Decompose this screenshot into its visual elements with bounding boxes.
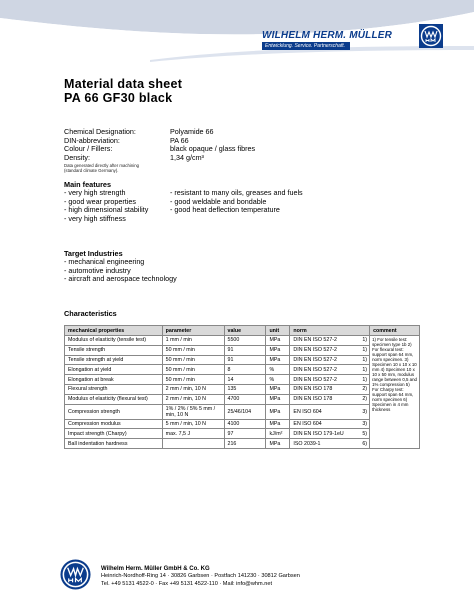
feature-item: - good wear properties [64,196,136,206]
cell-unit: kJ/m² [266,429,290,439]
norm-text: DIN EN ISO 527-2 [293,337,337,344]
feature-item: - very high strength [64,188,126,197]
characteristics-heading: Characteristics [64,309,117,318]
norm-text: DIN EN ISO 527-2 [293,376,337,383]
footer-contact: Tel. +49 5131 4522-0 · Fax +49 5131 4522-110 · Mail: info@whm.net [101,580,273,587]
cell-value: 91 [224,355,266,365]
header-parameter: parameter [162,326,224,336]
feature-item: - very high stiffness [64,213,126,223]
cell-parameter: 5 mm / min, 10 N [162,419,224,429]
page-title [64,77,182,105]
table-row [65,355,420,365]
property-label: Chemical Designation: [64,127,136,136]
cell-norm [290,355,370,365]
property-value: Polyamide 66 [170,127,214,136]
brand-block [262,30,412,50]
table-header-row [65,326,420,336]
cell-parameter: 1% / 2% / 5% 5 mm / min, 10 N [162,404,224,419]
header-comment: comment [370,326,420,336]
cell-value: 5500 [224,336,266,346]
industry-item: - mechanical engineering [64,257,145,266]
cell-parameter: max. 7,5 J [162,429,224,439]
features-column-2 [170,189,303,223]
cell-norm [290,365,370,375]
cell-property: Compression modulus [65,419,163,429]
property-label: Density: [64,152,90,162]
table-row [65,365,420,375]
property-row [64,154,255,163]
norm-text: EN ISO 604 [293,408,322,415]
cell-value: 91 [224,345,266,355]
features-column-1 [64,189,170,223]
norm-text: EN ISO 604 [293,420,322,427]
feature-item: - high dimensional stability [64,205,149,215]
norm-text: ISO 2039-1 [293,440,321,447]
cell-unit: % [266,365,290,375]
material-properties [64,128,255,162]
title-line-2: PA 66 GF30 black [64,91,173,105]
cell-unit: MPa [266,394,290,404]
cell-norm [290,394,370,404]
property-label: DIN-abbreviation: [64,135,120,145]
feature-item: - good heat deflection temperature [170,205,280,215]
cell-parameter: 50 mm / min [162,375,224,385]
cell-property: Tensile strength [65,345,163,355]
page-footer [0,540,474,613]
cell-unit: MPa [266,439,290,449]
feature-item: - good weldable and bondable [170,196,267,206]
footer-address: Heinrich-Nordhoff-Ring 14 · 30826 Garbsen · Postfach 141230 · 30812 Garbsen [101,573,300,580]
norm-text: DIN EN ISO 178 [293,386,333,393]
header-mechanical-properties: mechanical properties [65,326,163,336]
cell-comment: 1) For tensile test: specimen type 1b 2) For flexural test: support span 64 mm, norm specimen. 3) Specimen 10 x 10 x 10 mm 4) Specimen 10 x 10 x 50 mm, modulus range between 0,5 and 1% compression 5) For Charpy test: support span 64 mm, norm specimen 6) Specimen in 4 mm thickness [370,336,420,449]
cell-unit: MPa [266,419,290,429]
cell-parameter: 2 mm / min, 10 N [162,384,224,394]
cell-norm [290,439,370,449]
footnote-ref: 1) [362,366,368,373]
target-industries-heading: Target Industries [64,249,123,258]
cell-value: 4700 [224,394,266,404]
cell-parameter: 1 mm / min [162,336,224,346]
table-row [65,375,420,385]
norm-text: DIN EN ISO 527-2 [293,366,337,373]
main-features-heading: Main features [64,180,112,189]
whm-footer-logo-icon [59,558,92,591]
cell-norm [290,429,370,439]
cell-property: Flexural strength [65,384,163,394]
cell-parameter: 50 mm / min [162,365,224,375]
cell-parameter [162,439,224,449]
footnote-ref: 1) [362,356,368,363]
cell-property: Impact strength (Charpy) [65,429,163,439]
cell-value: 216 [224,439,266,449]
cell-unit: MPa [266,336,290,346]
cell-unit: % [266,375,290,385]
cell-unit: MPa [266,404,290,419]
feature-item: - resistant to many oils, greases and fuels [170,188,303,197]
table-row [65,429,420,439]
main-features-list [64,189,303,223]
cell-parameter: 2 mm / min, 10 N [162,394,224,404]
page-header [0,0,474,64]
footnote-ref: 1) [362,376,368,383]
property-label: Colour / Fillers: [64,144,113,154]
cell-norm [290,384,370,394]
data-note [64,163,139,173]
norm-text: DIN EN ISO 527-2 [293,356,337,363]
whm-logo-icon [419,24,443,48]
industry-item: - aircraft and aerospace technology [64,274,177,284]
cell-value: 135 [224,384,266,394]
cell-property: Elongation at yield [65,365,163,375]
footer-company-name: Wilhelm Herm. Müller GmbH & Co. KG [101,566,210,572]
cell-parameter: 50 mm / min [162,345,224,355]
cell-value: 8 [224,365,266,375]
characteristics-table [64,325,420,449]
footnote-ref: 2) [362,386,368,393]
norm-text: DIN EN ISO 178 [293,396,333,403]
cell-property: Modulus of elasticity (tensile test) [65,336,163,346]
header-unit: unit [266,326,290,336]
brand-tagline: Entwicklung. Service. Partnerschaft. [262,42,350,50]
cell-property: Modulus of elasticity (flexural test) [65,394,163,404]
norm-text: DIN EN ISO 527-2 [293,347,337,354]
cell-property: Compression strength [65,404,163,419]
cell-value: 4100 [224,419,266,429]
table-row [65,439,420,449]
footnote-ref: 1) [362,347,368,354]
note-line-2: (standard climate Germany). [64,168,119,173]
header-norm: norm [290,326,370,336]
note-line-1: Data generated directly after machining [64,163,139,168]
target-industries-list [64,258,177,284]
cell-parameter: 50 mm / min [162,355,224,365]
cell-norm [290,404,370,419]
cell-norm [290,345,370,355]
footnote-ref: 1) [362,337,368,344]
footer-address-block [101,566,300,588]
cell-property: Tensile strength at yield [65,355,163,365]
cell-norm [290,375,370,385]
cell-norm [290,336,370,346]
footnote-ref: 3) [362,408,368,415]
footnote-ref: 5) [362,430,368,437]
footnote-ref: 3) [362,420,368,427]
brand-name: WILHELM HERM. MÜLLER [262,30,393,41]
cell-property: Ball indentation hardness [65,439,163,449]
cell-unit: MPa [266,345,290,355]
cell-unit: MPa [266,384,290,394]
table-row [65,394,420,404]
table-row [65,419,420,429]
property-value: black opaque / glass fibres [170,144,256,154]
cell-value: 14 [224,375,266,385]
header-value: value [224,326,266,336]
cell-value: 25/46/104 [224,404,266,419]
cell-value: 97 [224,429,266,439]
footnote-ref: 6) [362,440,368,447]
industry-item: - automotive industry [64,265,131,275]
norm-text: DIN EN ISO 179-1eU [293,430,344,437]
table-row [65,404,420,419]
cell-unit: MPa [266,355,290,365]
cell-norm [290,419,370,429]
title-line-1: Material data sheet [64,77,183,91]
footnote-ref: 2) [362,396,368,403]
table-row [65,345,420,355]
table-row [65,336,420,346]
property-value: 1,34 g/cm³ [170,152,204,162]
table-row [65,384,420,394]
property-value: PA 66 [170,135,189,145]
cell-property: Elongation at break [65,375,163,385]
property-row [64,145,255,154]
